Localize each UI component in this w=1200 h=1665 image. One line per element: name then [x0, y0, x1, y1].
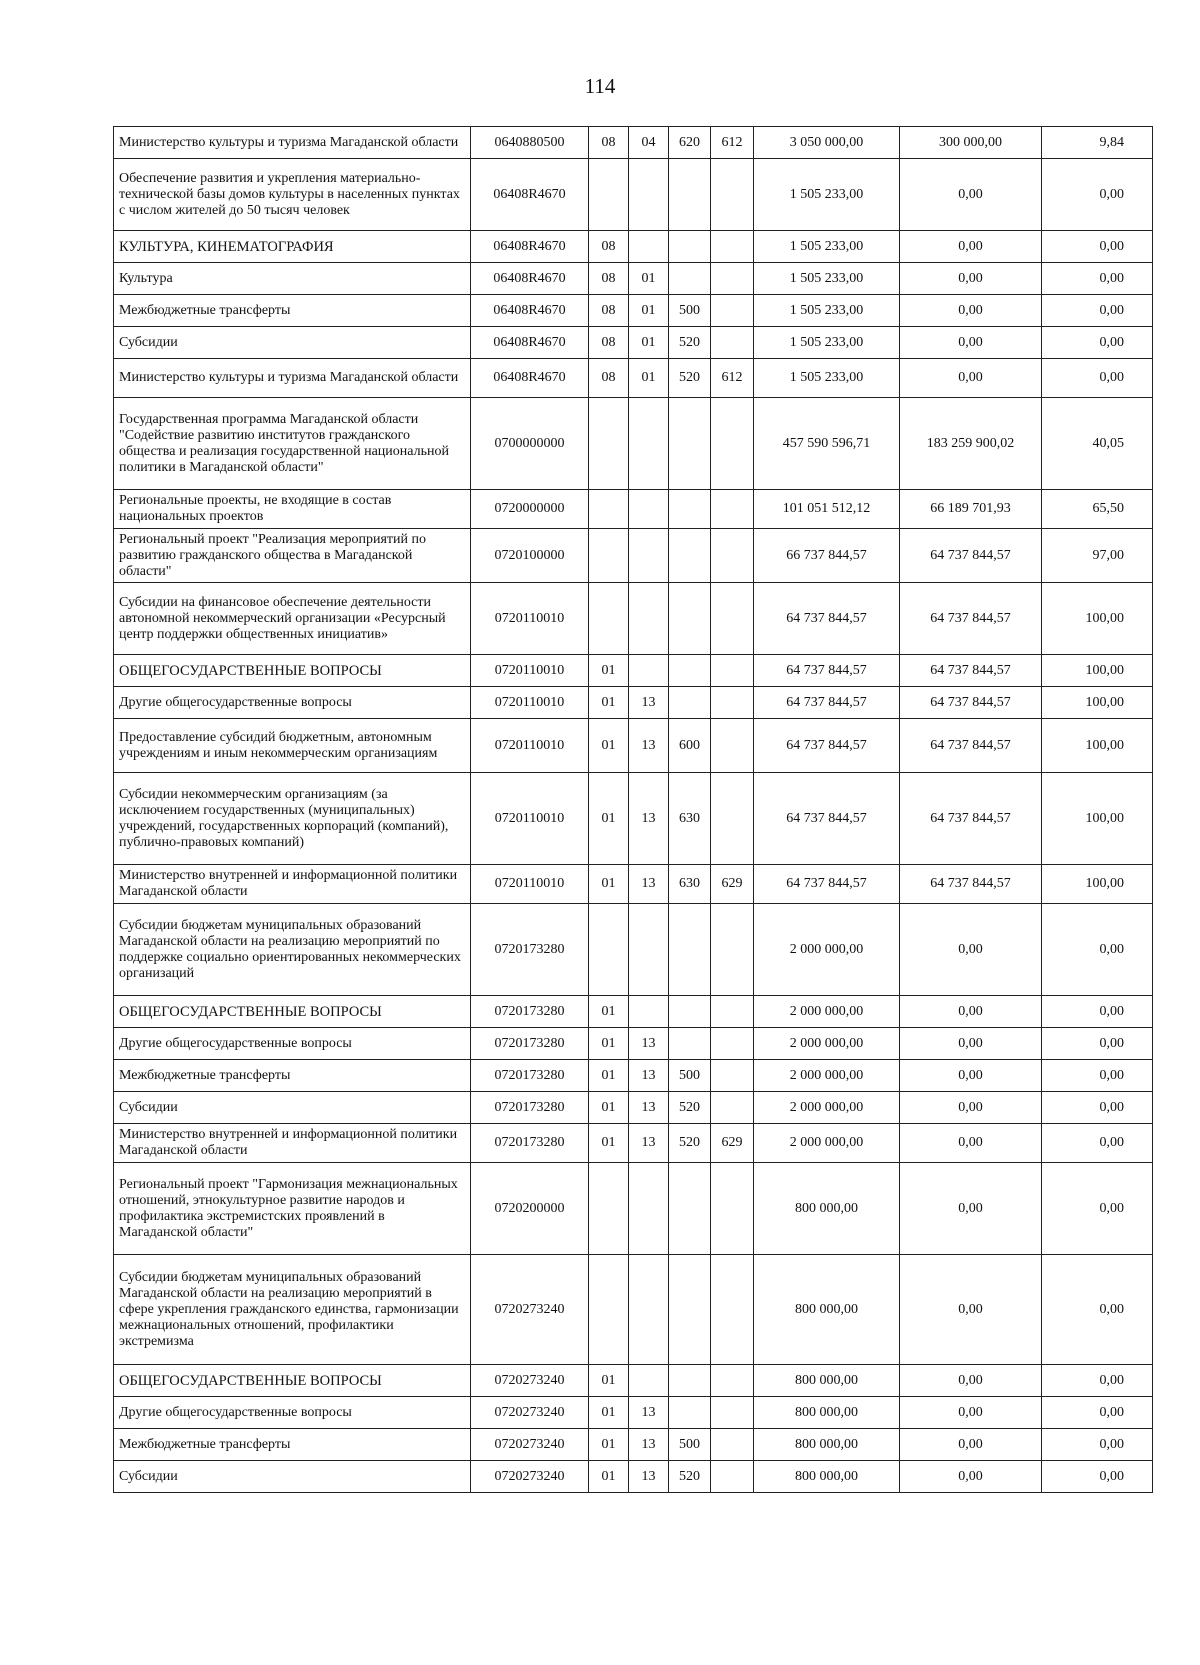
row-name: ОБЩЕГОСУДАРСТВЕННЫЕ ВОПРОСЫ [114, 655, 471, 687]
row-code: 0720110010 [471, 719, 589, 773]
table-row [114, 359, 1153, 398]
row-percent: 40,05 [1042, 398, 1153, 490]
row-expense-type: 520 [669, 327, 711, 359]
table-row [114, 773, 1153, 865]
row-admin: 629 [711, 1124, 754, 1163]
row-subsection [629, 655, 669, 687]
row-subsection: 13 [629, 1092, 669, 1124]
row-fact: 0,00 [900, 1255, 1042, 1365]
row-fact: 64 737 844,57 [900, 719, 1042, 773]
row-name: Субсидии [114, 1461, 471, 1493]
row-admin [711, 904, 754, 996]
row-name: Субсидии некоммерческим организациям (за исключением государственных (муниципальных) учреждений, государственных корпораций (компаний), публично-правовых компаний) [114, 773, 471, 865]
row-percent: 100,00 [1042, 687, 1153, 719]
row-plan: 1 505 233,00 [754, 159, 900, 231]
row-expense-type: 520 [669, 1092, 711, 1124]
table-row [114, 1060, 1153, 1092]
row-percent: 0,00 [1042, 295, 1153, 327]
row-subsection: 13 [629, 1429, 669, 1461]
row-fact: 0,00 [900, 1429, 1042, 1461]
row-expense-type [669, 263, 711, 295]
row-section: 01 [589, 1124, 629, 1163]
row-plan: 3 050 000,00 [754, 127, 900, 159]
row-fact: 0,00 [900, 1461, 1042, 1493]
budget-table [113, 126, 1153, 1493]
row-plan: 2 000 000,00 [754, 996, 900, 1028]
row-percent: 100,00 [1042, 719, 1153, 773]
row-admin [711, 1092, 754, 1124]
row-code: 0720273240 [471, 1461, 589, 1493]
row-name: Региональные проекты, не входящие в состав национальных проектов [114, 490, 471, 529]
row-admin [711, 773, 754, 865]
row-admin [711, 1028, 754, 1060]
row-percent: 0,00 [1042, 1124, 1153, 1163]
row-fact: 0,00 [900, 327, 1042, 359]
table-row [114, 1365, 1153, 1397]
row-section: 08 [589, 327, 629, 359]
row-section: 01 [589, 996, 629, 1028]
row-section [589, 1163, 629, 1255]
row-admin [711, 687, 754, 719]
row-subsection [629, 904, 669, 996]
row-expense-type: 500 [669, 1429, 711, 1461]
row-plan: 2 000 000,00 [754, 904, 900, 996]
row-code: 0720110010 [471, 865, 589, 904]
row-expense-type: 630 [669, 865, 711, 904]
row-admin [711, 1397, 754, 1429]
row-admin [711, 159, 754, 231]
row-admin [711, 263, 754, 295]
row-expense-type [669, 904, 711, 996]
row-code: 0720173280 [471, 996, 589, 1028]
row-admin [711, 1060, 754, 1092]
row-plan: 2 000 000,00 [754, 1124, 900, 1163]
row-name: Культура [114, 263, 471, 295]
row-name: Предоставление субсидий бюджетным, автономным учреждениям и иным некоммерческим организациям [114, 719, 471, 773]
row-expense-type: 500 [669, 1060, 711, 1092]
row-name: ОБЩЕГОСУДАРСТВЕННЫЕ ВОПРОСЫ [114, 1365, 471, 1397]
row-section: 01 [589, 1461, 629, 1493]
row-section [589, 904, 629, 996]
row-percent: 0,00 [1042, 1429, 1153, 1461]
table-row [114, 127, 1153, 159]
row-fact: 0,00 [900, 996, 1042, 1028]
table-row [114, 687, 1153, 719]
row-percent: 0,00 [1042, 231, 1153, 263]
row-fact: 0,00 [900, 263, 1042, 295]
row-name: Субсидии на финансовое обеспечение деятельности автономной некоммерческий организации «Ресурсный центр поддержки общественных инициатив» [114, 583, 471, 655]
row-plan: 1 505 233,00 [754, 295, 900, 327]
row-expense-type [669, 655, 711, 687]
row-code: 0640880500 [471, 127, 589, 159]
row-code: 0720173280 [471, 1060, 589, 1092]
row-percent: 0,00 [1042, 1092, 1153, 1124]
row-code: 0720173280 [471, 1028, 589, 1060]
table-row [114, 996, 1153, 1028]
row-expense-type: 520 [669, 1124, 711, 1163]
row-code: 0720100000 [471, 529, 589, 583]
row-percent: 0,00 [1042, 263, 1153, 295]
row-name: Другие общегосударственные вопросы [114, 1397, 471, 1429]
row-code: 0720273240 [471, 1365, 589, 1397]
row-fact: 0,00 [900, 1163, 1042, 1255]
row-code: 06408R4670 [471, 231, 589, 263]
row-fact: 64 737 844,57 [900, 655, 1042, 687]
row-percent: 0,00 [1042, 1365, 1153, 1397]
row-expense-type: 600 [669, 719, 711, 773]
row-section: 01 [589, 687, 629, 719]
row-plan: 64 737 844,57 [754, 865, 900, 904]
row-fact: 64 737 844,57 [900, 687, 1042, 719]
row-expense-type [669, 398, 711, 490]
row-fact: 64 737 844,57 [900, 583, 1042, 655]
row-plan: 66 737 844,57 [754, 529, 900, 583]
row-code: 0720110010 [471, 773, 589, 865]
row-fact: 0,00 [900, 1365, 1042, 1397]
row-expense-type [669, 1365, 711, 1397]
row-code: 0720110010 [471, 583, 589, 655]
row-admin [711, 1163, 754, 1255]
table-row [114, 295, 1153, 327]
row-subsection: 13 [629, 865, 669, 904]
row-section [589, 529, 629, 583]
row-subsection [629, 529, 669, 583]
row-admin [711, 719, 754, 773]
row-section [589, 398, 629, 490]
row-admin [711, 398, 754, 490]
row-fact: 66 189 701,93 [900, 490, 1042, 529]
row-plan: 457 590 596,71 [754, 398, 900, 490]
row-percent: 100,00 [1042, 583, 1153, 655]
row-percent: 0,00 [1042, 359, 1153, 398]
row-subsection [629, 490, 669, 529]
row-fact: 0,00 [900, 1092, 1042, 1124]
row-admin [711, 583, 754, 655]
row-percent: 9,84 [1042, 127, 1153, 159]
row-expense-type [669, 687, 711, 719]
row-expense-type: 630 [669, 773, 711, 865]
row-plan: 64 737 844,57 [754, 773, 900, 865]
table-row [114, 529, 1153, 583]
row-percent: 97,00 [1042, 529, 1153, 583]
row-subsection: 01 [629, 295, 669, 327]
row-name: Государственная программа Магаданской области "Содействие развитию институтов гражданского общества и реализация государственной национальной политики в Магаданской области" [114, 398, 471, 490]
row-expense-type [669, 996, 711, 1028]
row-section [589, 490, 629, 529]
row-fact: 64 737 844,57 [900, 529, 1042, 583]
row-subsection [629, 1365, 669, 1397]
row-name: Региональный проект "Гармонизация межнациональных отношений, этнокультурное развитие народов и профилактика экстремистских проявлений в Магаданской области" [114, 1163, 471, 1255]
row-section: 01 [589, 719, 629, 773]
table-row [114, 1163, 1153, 1255]
row-subsection: 13 [629, 1124, 669, 1163]
row-name: Другие общегосударственные вопросы [114, 1028, 471, 1060]
row-fact: 0,00 [900, 1397, 1042, 1429]
row-subsection [629, 1163, 669, 1255]
table-row [114, 398, 1153, 490]
row-fact: 0,00 [900, 1028, 1042, 1060]
row-subsection [629, 583, 669, 655]
table-row [114, 1092, 1153, 1124]
row-code: 0720110010 [471, 655, 589, 687]
row-plan: 101 051 512,12 [754, 490, 900, 529]
row-plan: 1 505 233,00 [754, 231, 900, 263]
table-row [114, 1028, 1153, 1060]
row-name: Обеспечение развития и укрепления материально-технической базы домов культуры в населенных пунктах с числом жителей до 50 тысяч человек [114, 159, 471, 231]
row-section: 01 [589, 1365, 629, 1397]
row-section: 08 [589, 263, 629, 295]
row-expense-type: 520 [669, 1461, 711, 1493]
row-section: 01 [589, 1060, 629, 1092]
row-code: 06408R4670 [471, 359, 589, 398]
row-code: 06408R4670 [471, 263, 589, 295]
table-row [114, 655, 1153, 687]
row-subsection: 01 [629, 327, 669, 359]
row-name: Субсидии бюджетам муниципальных образований Магаданской области на реализацию мероприятий по поддержке социально ориентированных некоммерческих организаций [114, 904, 471, 996]
row-fact: 0,00 [900, 904, 1042, 996]
row-plan: 2 000 000,00 [754, 1028, 900, 1060]
row-subsection: 13 [629, 1060, 669, 1092]
table-row [114, 1124, 1153, 1163]
table-row [114, 159, 1153, 231]
row-admin [711, 996, 754, 1028]
row-code: 0720273240 [471, 1255, 589, 1365]
row-subsection [629, 398, 669, 490]
row-admin [711, 490, 754, 529]
row-name: Другие общегосударственные вопросы [114, 687, 471, 719]
row-admin [711, 231, 754, 263]
row-subsection: 13 [629, 687, 669, 719]
row-percent: 100,00 [1042, 865, 1153, 904]
row-name: Министерство культуры и туризма Магаданской области [114, 359, 471, 398]
row-name: Министерство внутренней и информационной политики Магаданской области [114, 1124, 471, 1163]
row-fact: 0,00 [900, 231, 1042, 263]
row-admin: 612 [711, 359, 754, 398]
row-fact: 183 259 900,02 [900, 398, 1042, 490]
row-section [589, 1255, 629, 1365]
table-row [114, 583, 1153, 655]
row-section [589, 583, 629, 655]
row-code: 0720173280 [471, 1124, 589, 1163]
row-percent: 0,00 [1042, 1397, 1153, 1429]
row-subsection: 01 [629, 263, 669, 295]
row-subsection: 01 [629, 359, 669, 398]
row-subsection: 13 [629, 773, 669, 865]
row-expense-type [669, 1255, 711, 1365]
table-row [114, 1255, 1153, 1365]
row-code: 06408R4670 [471, 327, 589, 359]
row-subsection: 13 [629, 1461, 669, 1493]
row-fact: 300 000,00 [900, 127, 1042, 159]
row-fact: 64 737 844,57 [900, 773, 1042, 865]
row-fact: 64 737 844,57 [900, 865, 1042, 904]
row-name: Министерство внутренней и информационной политики Магаданской области [114, 865, 471, 904]
row-plan: 2 000 000,00 [754, 1060, 900, 1092]
table-row [114, 865, 1153, 904]
row-code: 0720173280 [471, 1092, 589, 1124]
row-admin: 612 [711, 127, 754, 159]
row-percent: 0,00 [1042, 996, 1153, 1028]
row-plan: 2 000 000,00 [754, 1092, 900, 1124]
row-plan: 800 000,00 [754, 1163, 900, 1255]
row-fact: 0,00 [900, 359, 1042, 398]
row-subsection [629, 159, 669, 231]
row-percent: 0,00 [1042, 904, 1153, 996]
table-row [114, 1397, 1153, 1429]
row-percent: 0,00 [1042, 1163, 1153, 1255]
row-plan: 800 000,00 [754, 1255, 900, 1365]
row-expense-type: 520 [669, 359, 711, 398]
row-expense-type [669, 529, 711, 583]
row-expense-type [669, 583, 711, 655]
table-row [114, 327, 1153, 359]
table-row [114, 904, 1153, 996]
row-percent: 0,00 [1042, 1060, 1153, 1092]
row-expense-type [669, 231, 711, 263]
row-admin [711, 1365, 754, 1397]
row-name: Субсидии [114, 1092, 471, 1124]
row-code: 0720273240 [471, 1429, 589, 1461]
row-subsection: 04 [629, 127, 669, 159]
row-section: 01 [589, 1397, 629, 1429]
row-code: 0720110010 [471, 687, 589, 719]
row-plan: 64 737 844,57 [754, 655, 900, 687]
row-name: КУЛЬТУРА, КИНЕМАТОГРАФИЯ [114, 231, 471, 263]
row-fact: 0,00 [900, 159, 1042, 231]
table-row [114, 231, 1153, 263]
row-plan: 1 505 233,00 [754, 359, 900, 398]
row-percent: 0,00 [1042, 159, 1153, 231]
row-expense-type [669, 1028, 711, 1060]
row-code: 0720273240 [471, 1397, 589, 1429]
row-expense-type [669, 1397, 711, 1429]
row-fact: 0,00 [900, 1060, 1042, 1092]
row-expense-type [669, 159, 711, 231]
row-section: 01 [589, 655, 629, 687]
row-percent: 100,00 [1042, 655, 1153, 687]
row-admin [711, 1255, 754, 1365]
row-admin [711, 295, 754, 327]
row-name: Межбюджетные трансферты [114, 295, 471, 327]
row-plan: 1 505 233,00 [754, 327, 900, 359]
row-plan: 800 000,00 [754, 1429, 900, 1461]
table-row [114, 1461, 1153, 1493]
row-subsection [629, 1255, 669, 1365]
row-code: 06408R4670 [471, 159, 589, 231]
row-code: 0720200000 [471, 1163, 589, 1255]
row-admin [711, 1429, 754, 1461]
table-row [114, 719, 1153, 773]
page-number: 114 [584, 74, 616, 98]
table-row [114, 1429, 1153, 1461]
row-plan: 64 737 844,57 [754, 583, 900, 655]
row-section: 08 [589, 359, 629, 398]
row-subsection: 13 [629, 1397, 669, 1429]
row-expense-type: 620 [669, 127, 711, 159]
table-row [114, 490, 1153, 529]
row-percent: 0,00 [1042, 1461, 1153, 1493]
row-percent: 0,00 [1042, 1028, 1153, 1060]
row-subsection: 13 [629, 1028, 669, 1060]
row-subsection [629, 231, 669, 263]
row-section: 08 [589, 231, 629, 263]
row-subsection: 13 [629, 719, 669, 773]
row-percent: 0,00 [1042, 1255, 1153, 1365]
row-code: 0700000000 [471, 398, 589, 490]
row-admin: 629 [711, 865, 754, 904]
row-name: Субсидии [114, 327, 471, 359]
row-section: 01 [589, 1092, 629, 1124]
table-row [114, 263, 1153, 295]
row-code: 0720173280 [471, 904, 589, 996]
row-section: 08 [589, 127, 629, 159]
row-percent: 100,00 [1042, 773, 1153, 865]
row-plan: 1 505 233,00 [754, 263, 900, 295]
row-expense-type: 500 [669, 295, 711, 327]
row-admin [711, 1461, 754, 1493]
row-name: Межбюджетные трансферты [114, 1060, 471, 1092]
row-plan: 64 737 844,57 [754, 687, 900, 719]
row-percent: 0,00 [1042, 327, 1153, 359]
row-subsection [629, 996, 669, 1028]
row-name: Региональный проект "Реализация мероприятий по развитию гражданского общества в Магаданской области" [114, 529, 471, 583]
row-percent: 65,50 [1042, 490, 1153, 529]
row-section [589, 159, 629, 231]
row-name: Межбюджетные трансферты [114, 1429, 471, 1461]
row-code: 0720000000 [471, 490, 589, 529]
row-plan: 800 000,00 [754, 1397, 900, 1429]
row-admin [711, 655, 754, 687]
row-expense-type [669, 1163, 711, 1255]
row-fact: 0,00 [900, 295, 1042, 327]
row-section: 01 [589, 773, 629, 865]
row-fact: 0,00 [900, 1124, 1042, 1163]
row-plan: 800 000,00 [754, 1365, 900, 1397]
row-name: ОБЩЕГОСУДАРСТВЕННЫЕ ВОПРОСЫ [114, 996, 471, 1028]
row-plan: 64 737 844,57 [754, 719, 900, 773]
row-expense-type [669, 490, 711, 529]
row-name: Субсидии бюджетам муниципальных образований Магаданской области на реализацию мероприятий в сфере укрепления гражданского единства, гармонизации межнациональных отношений, профилактики экстремизма [114, 1255, 471, 1365]
row-section: 08 [589, 295, 629, 327]
row-admin [711, 529, 754, 583]
row-plan: 800 000,00 [754, 1461, 900, 1493]
row-code: 06408R4670 [471, 295, 589, 327]
row-section: 01 [589, 1429, 629, 1461]
row-section: 01 [589, 1028, 629, 1060]
row-admin [711, 327, 754, 359]
row-name: Министерство культуры и туризма Магаданской области [114, 127, 471, 159]
row-section: 01 [589, 865, 629, 904]
